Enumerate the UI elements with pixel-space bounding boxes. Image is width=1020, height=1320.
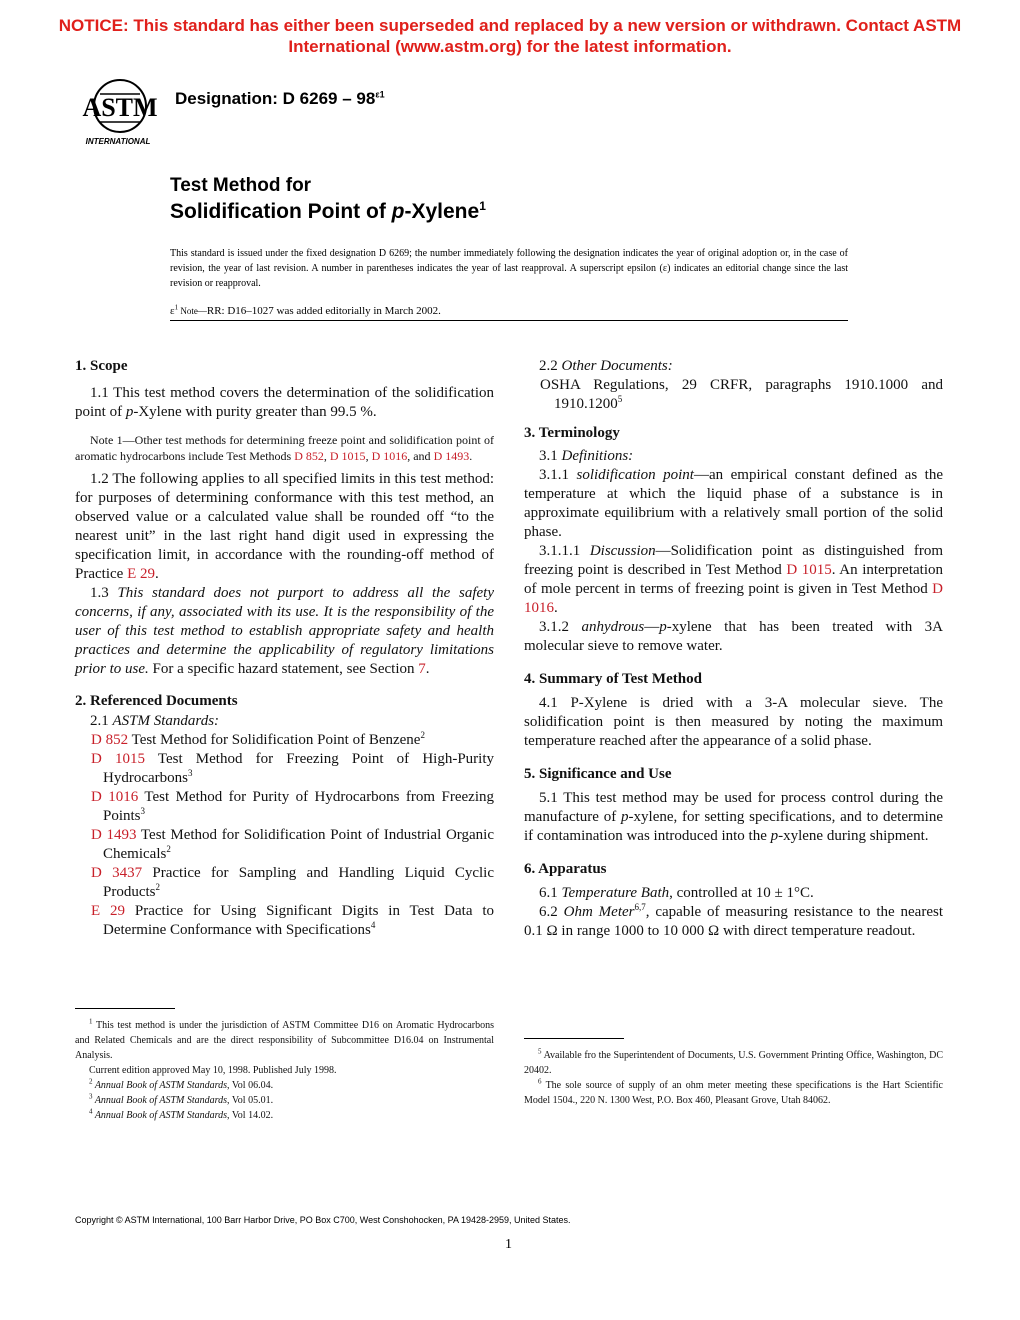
designation: Designation: D $6269 - 98^{\varepsilon 1}$ xyxy=(175,89,385,108)
para-4-1: 4.1 P-Xylene is dried with a 3-A molecular sieve. The solidification point is then measured by noting the maximum temperature reached after the appearance of a solid phase. xyxy=(524,695,943,749)
ref-code[interactable]: D 3437 xyxy=(91,865,143,881)
link-d1016[interactable]: D 1016 xyxy=(524,581,943,616)
epsilon-note: $\varepsilon^1$ Note—RR: D16–1027 was added editorially in March 2002. xyxy=(170,303,441,317)
link-section-7[interactable]: 7 xyxy=(418,661,426,677)
footnote-2: $^2$ Annual Book of ASTM Standards, Vol 06.04. xyxy=(89,1077,274,1091)
title-line2: Solidification Point of p-Xylene$^1$ xyxy=(170,199,486,223)
link-d1015[interactable]: D 1015 xyxy=(329,449,366,463)
osha-reference: OSHA Regulations, 29 CRFR, paragraphs 1910.1000 and 1910.1200$^5$ xyxy=(540,377,943,412)
significance-heading: 5. Significance and Use xyxy=(524,766,672,782)
ref-code[interactable]: D 852 xyxy=(91,732,129,748)
note-1: Note 1—Other test methods for determining freeze point and solidification point of aromatic hydrocarbons include Test Methods D 852, D 1015, D 1016, and D 1493. xyxy=(75,433,494,463)
link-d852[interactable]: D 852 xyxy=(294,449,324,463)
link-d1493[interactable]: D 1493 xyxy=(433,449,470,463)
para-3-1-2: 3.1.2 anhydrous—p-xylene that has been treated with 3A molecular sieve to remove water. xyxy=(524,619,943,654)
footnote-1b: Current edition approved May 10, 1998. Published July 1998. xyxy=(89,1065,337,1076)
para-1-2: 1.2 The following applies to all specified limits in this test method: for purposes of determining conformance with this test method, an observed value or a calculated value shall be rounded off “to the nearest unit” in the last right hand digit used in expressing the specification limit, in accordance with the rounding-off method of Practice E 29. xyxy=(75,471,494,582)
ref-code[interactable]: D 1493 xyxy=(91,827,137,843)
footnote-rule-left xyxy=(75,1008,175,1009)
ref-code[interactable]: E 29 xyxy=(91,903,126,919)
ref-item: D 1493 Test Method for Solidification Point of Industrial Organic Chemicals$^2$ xyxy=(91,827,494,862)
right-column xyxy=(524,357,943,941)
logo-text: INTERNATIONAL xyxy=(85,137,151,146)
issuance-note: This standard is issued under the fixed designation D 6269; the number immediately following the designation indicates the year of original adoption or, in the case of revision, the year of last revision. A number in parentheses indicates the year of last reapproval. A superscript epsilon (ε) indicates an editorial change since the last revision or reapproval. xyxy=(170,248,848,289)
footnote-3: $^3$ Annual Book of ASTM Standards, Vol 05.01. xyxy=(89,1092,274,1106)
para-1-3: 1.3 This standard does not purport to address all the safety concerns, if any, associated with its use. It is the responsibility of the user of this test method to establish appropriate safety and health practices and determine the applicability of regulatory limitations prior to use. For a specific hazard statement, see Section 7. xyxy=(75,585,494,677)
reference-list xyxy=(75,731,494,940)
link-d1015[interactable]: D 1015 xyxy=(786,562,832,578)
para-2-2: 2.2 Other Documents: xyxy=(539,358,673,374)
ref-item: D 1015 Test Method for Freezing Point of High-Purity Hydrocarbons$^3$ xyxy=(91,751,494,786)
para-5-1: 5.1 This test method may be used for process control during the manufacture of p-xylene, for setting specifications, and to determine if contamination was introduced into the p-xylene during shipment. xyxy=(524,790,943,844)
document-title xyxy=(170,174,486,225)
link-e29[interactable]: E 29 xyxy=(127,566,155,582)
footnote-4: $^4$ Annual Book of ASTM Standards, Vol 14.02. xyxy=(89,1107,274,1121)
footnote-5: $^5$ Available fro the Superintendent of Documents, U.S. Government Printing Office, Washington, DC 20402. xyxy=(524,1047,943,1076)
ref-code[interactable]: D 1015 xyxy=(91,751,145,767)
refdocs-heading: 2. Referenced Documents xyxy=(75,693,238,709)
svg-text:ASTM: ASTM xyxy=(82,93,158,122)
footnote-rule-right xyxy=(524,1038,624,1039)
terminology-heading: 3. Terminology xyxy=(524,425,620,441)
footnote-1: $^1$ This test method is under the jurisdiction of ASTM Committee D16 on Aromatic Hydrocarbons and Related Chemicals and are the direct responsibility of Subcommittee D16.04 on Instrumental Analysis. xyxy=(75,1017,494,1061)
copyright-line: Copyright © ASTM International, 100 Barr Harbor Drive, PO Box C700, West Conshohocken, PA 19428-2959, United States. xyxy=(75,1215,571,1225)
scope-heading: 1. Scope xyxy=(75,358,128,374)
ref-item: D 3437 Practice for Sampling and Handling Liquid Cyclic Products$^2$ xyxy=(91,865,494,900)
footnote-6: $^6$ The sole source of supply of an ohm meter meeting these specifications is the Hart Scientific Model 1504., 220 N. 1300 West, P.O. Box 460, Pleasant Grove, Utah 84062. xyxy=(524,1077,943,1106)
notice-banner: NOTICE: This standard has either been superseded and replaced by a new version or withdrawn. Contact ASTM International (www.astm.org) for the latest information. xyxy=(58,16,962,56)
page-number: 1 xyxy=(505,1237,512,1252)
ref-code[interactable]: D 1016 xyxy=(91,789,139,805)
apparatus-heading: 6. Apparatus xyxy=(524,861,607,877)
header-rule xyxy=(170,320,848,321)
ref-item: D 1016 Test Method for Purity of Hydrocarbons from Freezing Points$^3$ xyxy=(91,789,494,824)
ref-item: D 852 Test Method for Solidification Point of Benzene$^2$ xyxy=(91,730,425,748)
summary-heading: 4. Summary of Test Method xyxy=(524,671,702,687)
para-3-1-1-1: 3.1.1.1 Discussion—Solidification point as distinguished from freezing point is described in Test Method D 1015. An interpretation of mole percent in terms of freezing point is given in Test Method D 1016. xyxy=(524,543,944,616)
para-3-1: 3.1 Definitions: xyxy=(539,448,634,464)
title-line1: Test Method for xyxy=(170,175,312,196)
ref-item: E 29 Practice for Using Significant Digits in Test Data to Determine Conformance with Specifications$^4$ xyxy=(91,903,494,938)
para-1-1: 1.1 This test method covers the determination of the solidification point of p-Xylene with purity greater than 99.5 %. xyxy=(75,385,494,420)
para-6-1: 6.1 Temperature Bath, controlled at 10 ± 1°C. xyxy=(539,885,814,901)
para-6-2: 6.2 Ohm Meter$^{6,7}$, capable of measuring resistance to the nearest 0.1 Ω in range 1000 to 10 000 Ω with direct temperature readout. xyxy=(524,902,943,939)
para-3-1-1: 3.1.1 solidification point—an empirical constant defined as the temperature at which the liquid phase of a substance is in approximate equilibrium with a relatively small portion of the solid phase. xyxy=(524,467,943,540)
footnotes-right xyxy=(524,1048,943,1108)
para-2-1: 2.1 ASTM Standards: xyxy=(90,713,220,729)
footnotes-left xyxy=(75,1018,494,1123)
link-d1016[interactable]: D 1016 xyxy=(371,449,408,463)
astm-international-logo xyxy=(76,76,160,148)
left-column xyxy=(75,357,494,940)
